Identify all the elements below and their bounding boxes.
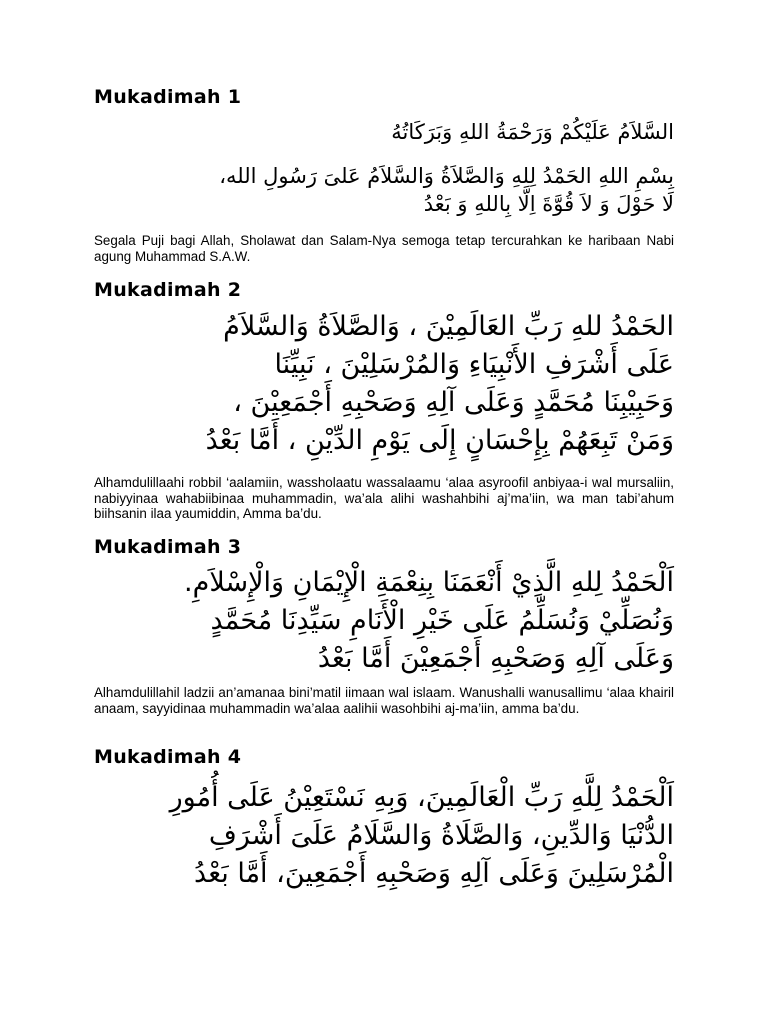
arabic-greeting [90,118,674,146]
arabic-line: اَلْحَمْدُ لِلهِ الَّذِيْ أَنْعَمَنَا بِنِعْمَةِ الْإِيْمَانِ وَالْإِسْلاَمِ. [184,567,674,598]
arabic-line: وَعَلَى آلِهِ وَصَحْبِهِ أَجْمَعِيْنَ أَمَّا بَعْدُ [317,643,674,674]
section-heading-3: Mukadimah 3 [94,536,242,558]
arabic-line: الْمُرْسَلِينَ وَعَلَى آلِهِ وَصَحْبِهِ أَجْمَعِينَ، أَمَّا بَعْدُ [194,858,674,889]
translation-text: Alhamdulillahil ladzii an’amanaa bini’matil iimaan wal islaam. Wanushalli wanusallimu ‘alaa khairil anaam, sayyidinaa muhammadin wa’alaa aalihii wasohbihi aj-ma’iin, amma ba’du. [94,685,674,716]
arabic-line: الدُّنْيَا وَالدِّينِ، وَالصَّلَاةُ وَالسَّلَامُ عَلَىَ أَشْرَفِ [208,820,674,851]
arabic-passage [90,779,674,893]
arabic-opening [90,162,674,218]
section-heading-1: Mukadimah 1 [94,86,242,108]
arabic-line: عَلَى أَشْرَفِ الأَنْبِيَاءِ وَالمُرْسَلِيْنَ ، نَبِيِّنَا [274,349,674,380]
arabic-line: السَّلاَمُ عَلَيْكُمْ وَرَحْمَةُ اللهِ وَبَرَكَاتُهُ [391,120,674,144]
translation-text: Segala Puji bagi Allah, Sholawat dan Salam-Nya semoga tetap tercurahkan ke haribaan Nabi agung Muhammad S.A.W. [94,233,674,264]
translation-text: Alhamdulillaahi robbil ‘aalamiin, wassholaatu wassalaamu ‘alaa asyroofil anbiyaa-i wal mursaliin, nabiyyinaa wahabiibinaa muhammadin, wa’ala alihi washahbihi aj’ma’iin, wa man tabi’ahum biihsanin ilaa yaumiddin, Amma ba’du. [94,475,674,521]
arabic-line: وَحَبِيْبِنَا مُحَمَّدٍ وَعَلَى آلِهِ وَصَحْبِهِ أَجْمَعِيْنَ ، [233,387,674,418]
arabic-line: وَمَنْ تَبِعَهُمْ بِإِحْسَانٍ إِلَى يَوْمِ الدِّيْنِ ، أَمَّا بَعْدُ [205,425,674,456]
arabic-line: الحَمْدُ للهِ رَبِّ العَالَمِيْنَ ، وَالصَّلاَةُ وَالسَّلاَمُ [223,311,674,342]
arabic-line: اَلْحَمْدُ لِلَّهِ رَبِّ الْعَالَمِينَ، وَبِهِ نَسْتَعِيْنُ عَلَى أُمُورِ [169,782,674,813]
arabic-line: بِسْمِ اللهِ الحَمْدُ لِلهِ وَالصَّلاَةُ وَالسَّلاَمُ عَلىَ رَسُولِ الله، [219,164,674,188]
arabic-passage [90,564,674,678]
arabic-line: وَنُصَلِّيْ وَنُسَلِّمُ عَلَى خَيْرِ الْأَنَامِ سَيِّدِنَا مُحَمَّدٍ [210,605,674,636]
section-heading-2: Mukadimah 2 [94,279,242,301]
arabic-line: لَا حَوْلَ وَ لاَ قُوَّةَ اِلَّا بِاللهِ وَ بَعْدُ [423,192,674,216]
arabic-passage [90,308,674,460]
section-heading-4: Mukadimah 4 [94,746,242,768]
